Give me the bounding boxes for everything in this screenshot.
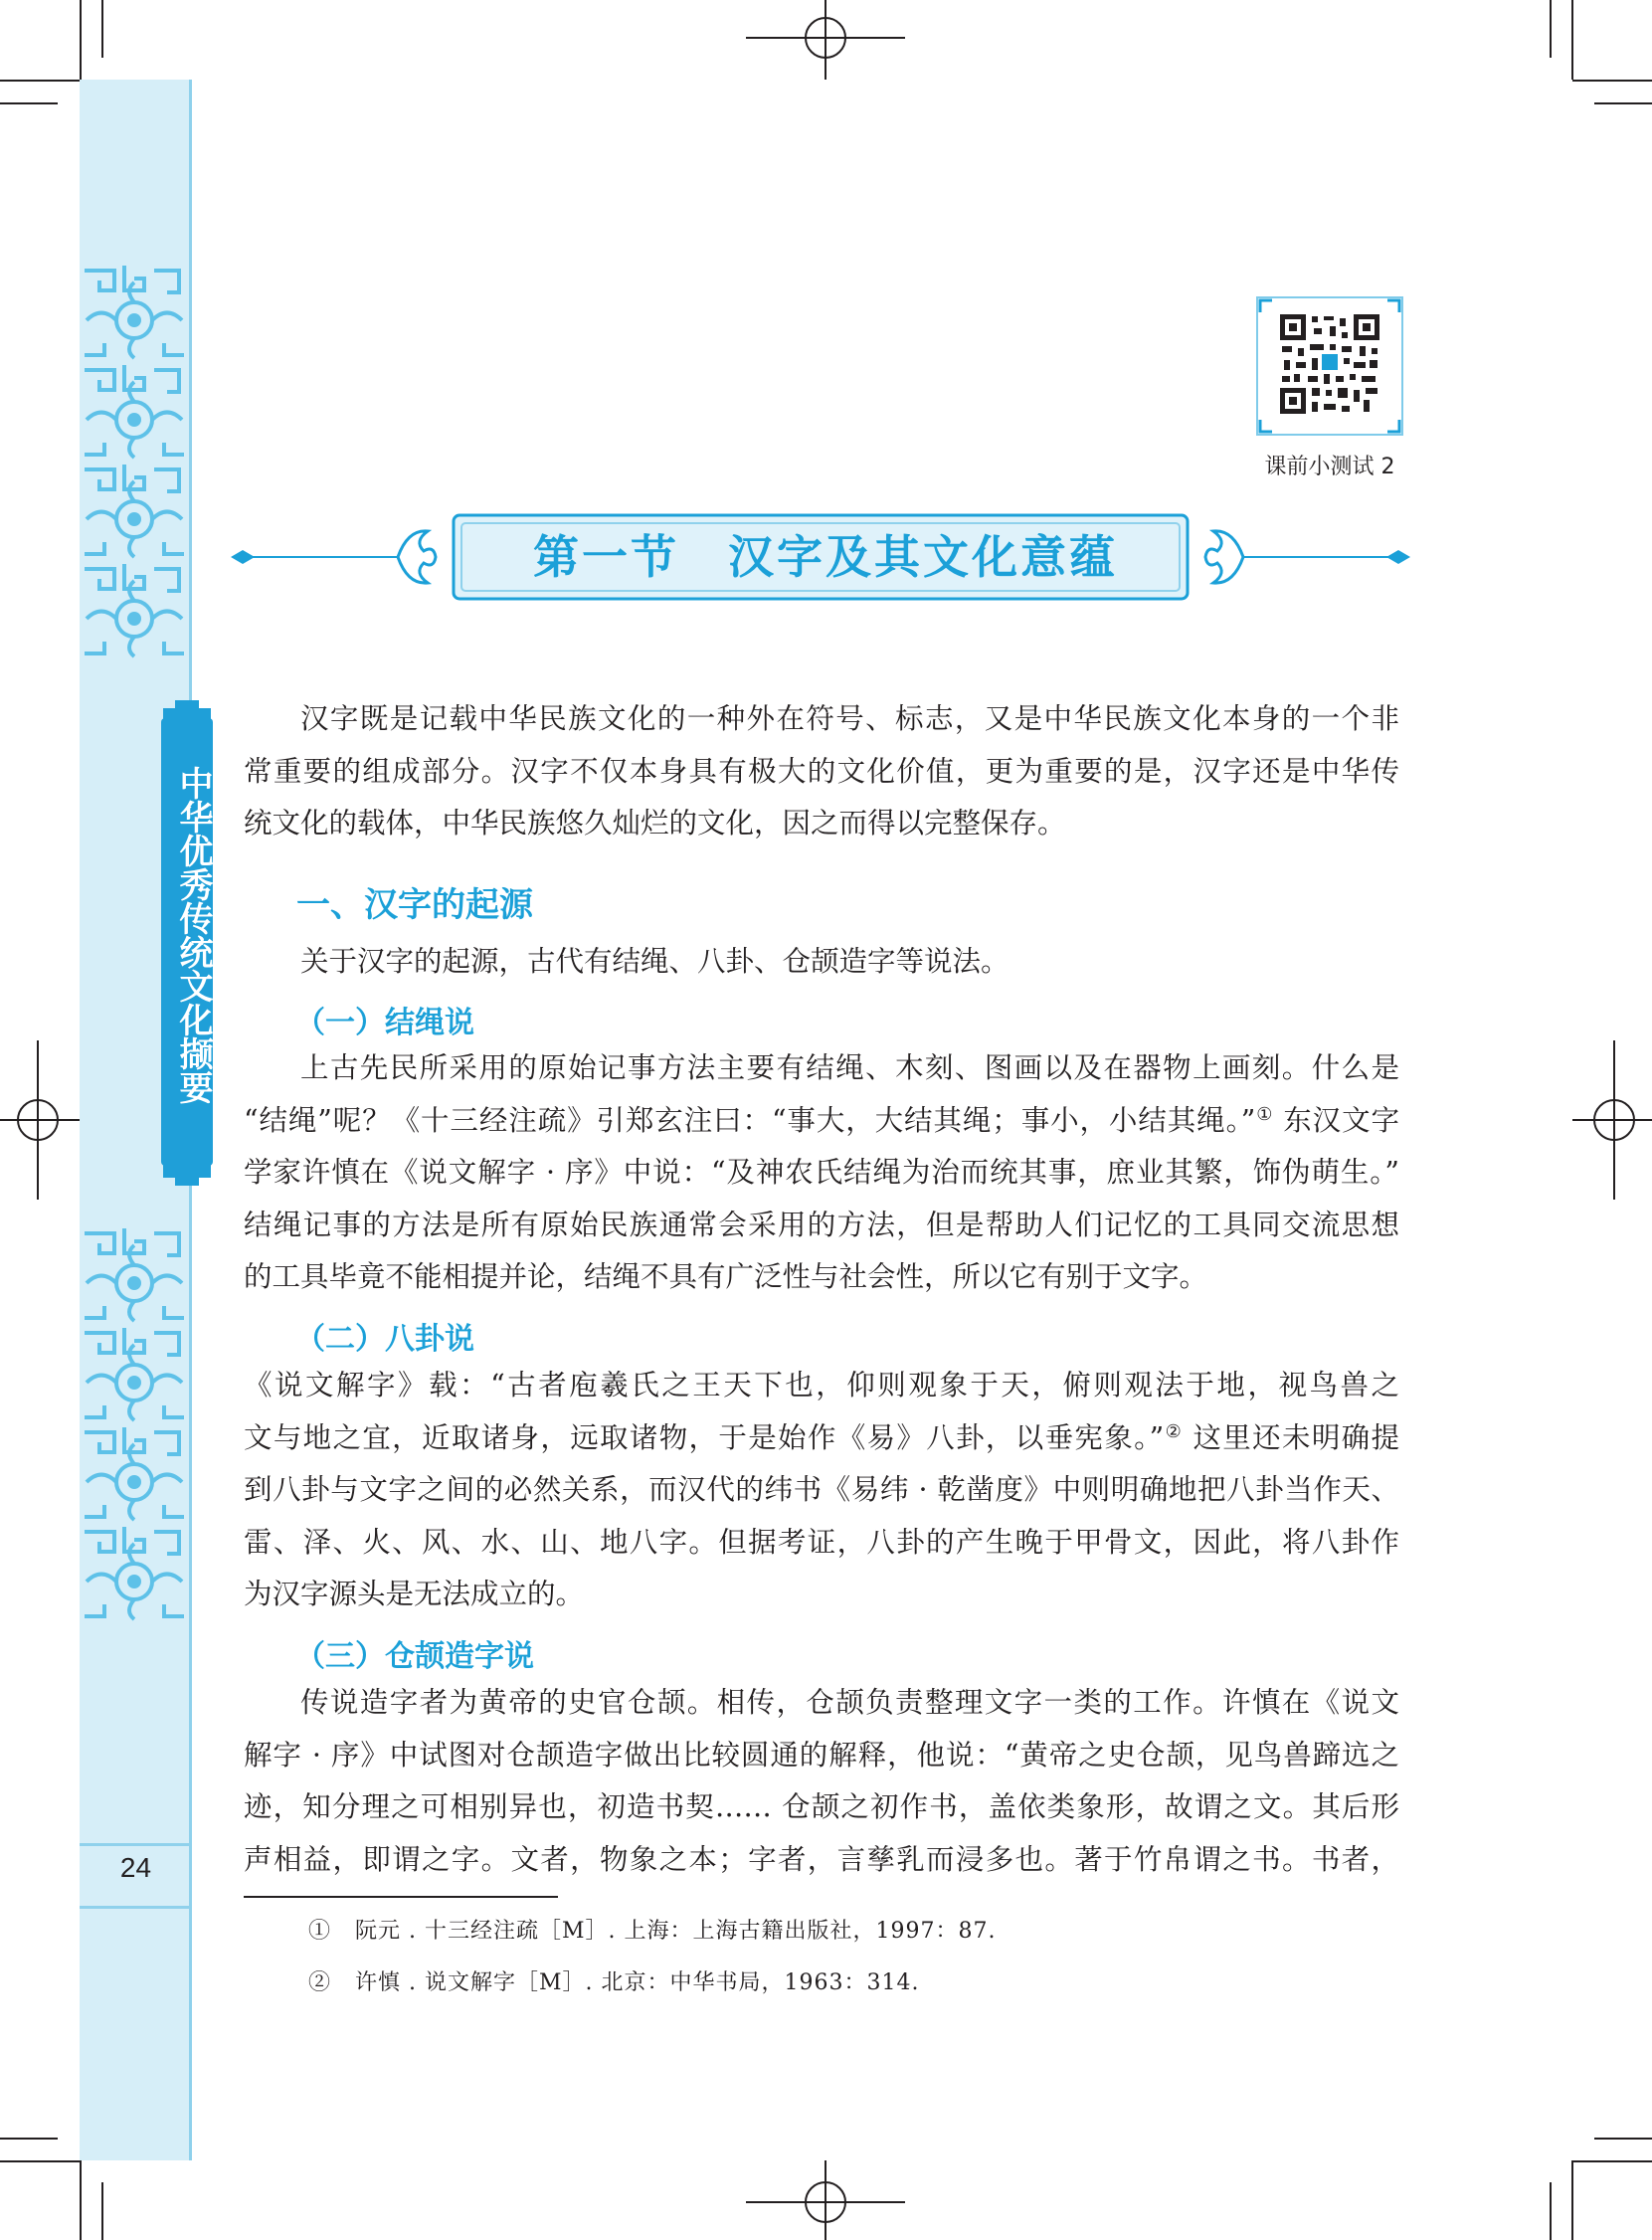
text-line: 《说文解字》载：“古者庖羲氏之王天下也，仰则观象于天，俯则观法于地，视鸟兽之	[244, 1369, 1399, 1401]
crop-mark	[0, 2160, 80, 2162]
footnote-1	[308, 1914, 996, 1945]
footnote-text: 许慎 . 说文解字［M］. 北京：中华书局，1963：314.	[355, 1970, 920, 1995]
text-line: 关于汉字的起源，古代有结绳、八卦、仓颉造字等说法。	[300, 945, 1010, 978]
eight-trigrams-paragraph	[244, 1360, 1399, 1621]
footnote-mark: ①	[308, 1919, 332, 1944]
heading-knotted-rope: （一）结绳说	[295, 1006, 474, 1040]
sidebar-ornament-upper	[80, 261, 189, 658]
text-line: 常重要的组成部分。汉字不仅本身具有极大的文化价值，更为重要的是，汉字还是中华传	[244, 754, 1399, 788]
crop-mark	[1594, 2138, 1652, 2140]
text-line	[244, 1412, 1399, 1465]
crop-mark	[80, 2160, 82, 2240]
footnote-2	[308, 1965, 919, 1996]
text-line: 到八卦与文字之间的必然关系，而汉代的纬书《易纬 · 乾凿度》中则明确地把八卦当作天、	[244, 1473, 1399, 1507]
text-line: 学家许慎在《说文解字 · 序》中说：“及神农氏结绳为治而统其事，庶业其繁，饰伪萌生。”	[244, 1156, 1399, 1190]
crop-mark	[1571, 0, 1573, 80]
section-title: 第一节 汉字及其文化意蕴	[533, 530, 1118, 584]
text-segment: 东汉文字	[1283, 1103, 1399, 1137]
crop-mark	[1594, 102, 1652, 104]
heading-cangjie: （三）仓颉造字说	[295, 1639, 534, 1674]
crop-mark	[101, 0, 103, 58]
spine-title: 中华优秀传统文化撷要	[173, 766, 213, 1104]
registration-mark-bottom	[746, 2160, 905, 2240]
crop-mark	[1572, 80, 1652, 82]
text-line: 汉字既是记载中华民族文化的一种外在符号、标志，又是中华民族文化本身的一个非	[300, 702, 1399, 735]
text-line: 结绳记事的方法是所有原始民族通常会采用的方法，但是帮助人们记忆的工具同交流思想	[244, 1208, 1399, 1241]
sidebar-ornament-lower	[80, 1223, 189, 1621]
footnote-ref[interactable]: ②	[1164, 1420, 1184, 1442]
text-line: 雷、泽、火、风、水、山、地八字。但据考证，八卦的产生晚于甲骨文，因此，将八卦作	[244, 1525, 1399, 1559]
crop-mark	[0, 80, 80, 82]
page-number: 24	[119, 1852, 152, 1883]
footnote-ref[interactable]: ①	[1255, 1103, 1274, 1125]
intro-paragraph	[244, 693, 1399, 850]
registration-mark-top	[746, 0, 905, 80]
text-segment: 这里还未明确提	[1193, 1420, 1399, 1454]
text-line: 声相益，即谓之字。文者，物象之本；字者，言孳乳而浸多也。著于竹帛谓之书。书者，	[244, 1842, 1399, 1876]
crop-mark	[1571, 2160, 1573, 2240]
text-line: 传说造字者为黄帝的史官仓颉。相传，仓颉负责整理文字一类的工作。许慎在《说文	[300, 1686, 1399, 1719]
text-line: 解字 · 序》中试图对仓颉造字做出比较圆通的解释，他说：“黄帝之史仓颉，见鸟兽蹄迒之	[244, 1738, 1399, 1772]
text-segment: 文与地之宜，近取诸身，远取诸物，于是始作《易》八卦，以垂宪象。”	[244, 1420, 1165, 1454]
text-line	[244, 1095, 1399, 1148]
footnote-text: 阮元 . 十三经注疏［M］. 上海：上海古籍出版社，1997：87.	[355, 1919, 997, 1944]
origin-intro-paragraph	[244, 936, 1399, 989]
text-line: 上古先民所采用的原始记事方法主要有结绳、木刻、图画以及在器物上画刻。什么是	[300, 1051, 1399, 1084]
text-line: 为汉字源头是无法成立的。	[244, 1578, 585, 1611]
qr-code[interactable]	[1256, 296, 1403, 436]
crop-mark	[1550, 0, 1552, 58]
cangjie-paragraph	[244, 1677, 1399, 1886]
footnote-rule	[244, 1896, 558, 1898]
text-segment: “结绳”呢？《十三经注疏》引郑玄注曰：“事大，大结其绳；事小，小结其绳。”	[244, 1103, 1256, 1137]
text-line: 统文化的载体，中华民族悠久灿烂的文化，因之而得以完整保存。	[244, 807, 1066, 840]
crop-mark	[1572, 2160, 1652, 2162]
crop-mark	[1550, 2182, 1552, 2240]
qr-caption: 课前小测试 2	[1264, 455, 1395, 479]
knotted-rope-paragraph	[244, 1042, 1399, 1304]
text-line: 的工具毕竟不能相提并论，结绳不具有广泛性与社会性，所以它有别于文字。	[244, 1260, 1208, 1294]
spine-cap-bottom	[157, 1164, 217, 1190]
heading-eight-trigrams: （二）八卦说	[295, 1322, 474, 1357]
crop-mark	[0, 102, 58, 104]
crop-mark	[101, 2182, 103, 2240]
crop-mark	[80, 0, 82, 80]
registration-mark-right	[1572, 1040, 1652, 1200]
heading-origin: 一、汉字的起源	[296, 885, 533, 925]
crop-mark	[0, 2138, 58, 2140]
spine-title-box	[161, 718, 213, 1166]
text-line: 迹，知分理之可相别异也，初造书契…… 仓颉之初作书，盖依类象形，故谓之文。其后形	[244, 1790, 1399, 1824]
registration-mark-left	[0, 1040, 80, 1200]
footnote-mark: ②	[308, 1970, 332, 1995]
